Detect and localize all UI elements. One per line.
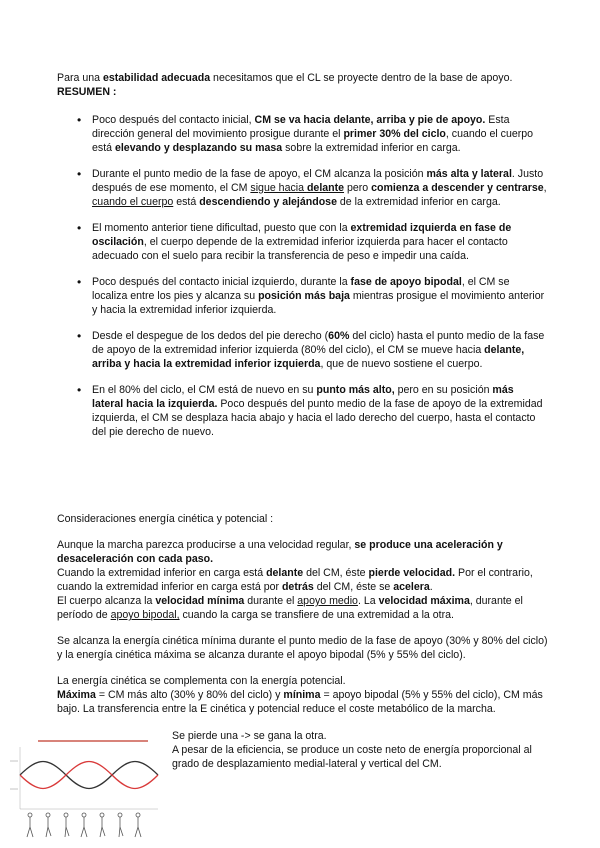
list-item: • Poco después del contacto inicial izquierdo, durante la fase de apoyo bipodal, el CM se localiza entre los pies y alcanza su posición más baja mientras prosigue el movimiento anterior y hacia la extremidad inferior izquierda. [77,275,547,317]
list-item: • Durante el punto medio de la fase de apoyo, el CM alcanza la posición más alta y lateral. Justo después de ese momento, el CM sigue hacia delante pero comienza a descender y centrarse, cuando el cuerpo está descendiendo y alejándose de la extremidad inferior en carga. [77,167,547,209]
list-item: • Poco después del contacto inicial, CM se va hacia delante, arriba y pie de apoyo. Esta dirección general del movimiento prosigue durante el primer 30% del ciclo, cuando el cuerpo está elevando y desplazando su masa sobre la extremidad inferior en carga. [77,113,547,155]
energy-heading: Consideraciones energía cinética y potencial : [57,513,274,525]
energy-paragraph: El cuerpo alcanza la velocidad mínima durante el apoyo medio. La velocidad máxima, durante el período de apoyo bipodal, cuando la carga se transfiere de una extremidad a la otra. [57,595,523,621]
energy-paragraph: Se pierde una -> se gana la otra. [172,730,327,742]
energy-paragraph: Aunque la marcha parezca producirse a una velocidad regular, se produce una aceleración y desaceleración con cada paso. [57,539,503,565]
energy-paragraph: Cuando la extremidad inferior en carga está delante del CM, éste pierde velocidad. Por el contrario, cuando la extremidad inferior en carga está por detrás del CM, éste se acelera. [57,567,533,593]
figure-side-text [172,729,552,771]
intro-paragraph: Para una estabilidad adecuada necesitamos que el CL se proyecte dentro de la base de apoyo. [57,72,513,84]
energy-paragraph: La energía cinética se complementa con la energía potencial. [57,675,346,687]
gait-energy-figure [8,737,164,841]
list-item: • Desde el despegue de los dedos del pie derecho (60% del ciclo) hasta el punto medio de la fase de apoyo de la extremidad inferior izquierda (80% del ciclo), el CM se mueve hacia delante, arriba y hacia la extremidad inferior izquierda, que de nuevo sostiene el cuerpo. [77,329,547,371]
energy-section [57,512,549,716]
list-item: • El momento anterior tiene dificultad, puesto que con la extremidad izquierda en fase de oscilación, el cuerpo depende de la extremidad inferior izquierda para hacer el contacto adecuado con el suelo para recibir la transferencia de peso e impedir una caída. [77,221,547,263]
energy-paragraph: Se alcanza la energía cinética mínima durante el punto medio de la fase de apoyo (30% y 80% del ciclo) y la energía cinética máxima se alcanza durante el apoyo bipodal (5% y 55% del ciclo). [57,635,548,661]
summary-list [77,113,547,451]
energy-paragraph: A pesar de la eficiencia, se produce un coste neto de energía proporcional al grado de desplazamiento medial-lateral y vertical del CM. [172,744,532,770]
intro-section [57,71,557,99]
energy-paragraph: Máxima = CM más alto (30% y 80% del ciclo) y mínima = apoyo bipodal (5% y 55% del ciclo), CM más bajo. La transferencia entre la E cinética y potencial reduce el coste metabólico de la marcha. [57,689,543,715]
summary-heading: RESUMEN : [57,86,117,98]
list-item: • En el 80% del ciclo, el CM está de nuevo en su punto más alto, pero en su posición más lateral hacia la izquierda. Poco después del punto medio de la fase de apoyo de la extremidad izquierda, el CM se desplaza hacia abajo y hacia el lado derecho del cuerpo, hasta el contacto del pie derecho de nuevo. [77,383,547,439]
figure-background [8,737,164,841]
